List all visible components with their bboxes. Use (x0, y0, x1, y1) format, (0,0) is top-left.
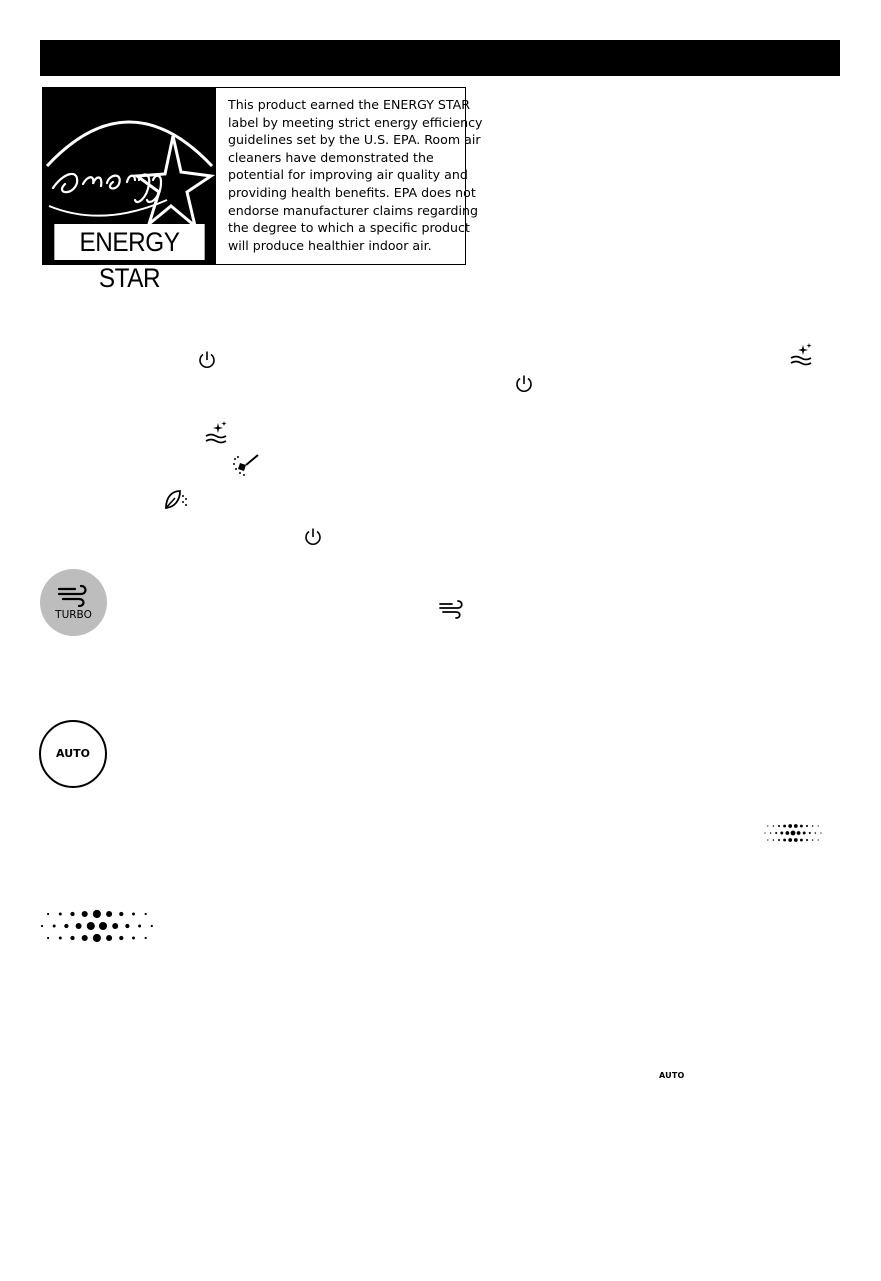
dot (786, 831, 790, 835)
dot (780, 832, 783, 835)
dot (70, 936, 74, 940)
dot (76, 923, 82, 929)
leaf-icon (163, 488, 189, 512)
dot (794, 824, 798, 828)
dot (119, 936, 123, 940)
dot (106, 911, 112, 917)
wind-icon (57, 583, 91, 607)
dot (145, 937, 147, 939)
dot (783, 839, 786, 842)
turbo-label: TURBO (55, 609, 92, 621)
description-line: the degree to which a specific product (228, 220, 470, 236)
dot (87, 922, 95, 930)
dot (818, 825, 819, 826)
dot (99, 922, 107, 930)
dot (93, 934, 101, 942)
description-line: cleaners have demonstrated the (228, 149, 434, 165)
dot (767, 839, 768, 840)
dot (151, 925, 153, 927)
dot (59, 937, 62, 940)
sparkle-wave-icon (204, 421, 230, 445)
dot (803, 832, 806, 835)
energy-star-wordmark: ENERGY STAR (54, 224, 204, 260)
dot (818, 839, 819, 840)
dot (778, 825, 780, 827)
dot (815, 832, 817, 834)
energy-star-logo (43, 88, 216, 293)
dot (820, 832, 821, 833)
dot (797, 831, 801, 835)
auto-button[interactable] (39, 720, 107, 788)
dot (809, 832, 811, 834)
dot (800, 839, 803, 842)
dot (112, 923, 118, 929)
dot (70, 912, 74, 916)
header-bar (40, 40, 840, 76)
dot (106, 935, 112, 941)
dot (778, 839, 780, 841)
description-line: This product earned the ENERGY STAR (228, 97, 470, 112)
energy-star-description (216, 88, 486, 264)
power-icon (514, 374, 534, 394)
power-icon (197, 350, 217, 370)
dot (775, 832, 777, 834)
dot (132, 937, 135, 940)
dot (93, 910, 101, 918)
dot (53, 925, 56, 928)
dot (773, 825, 775, 827)
dot (82, 935, 88, 941)
dot (773, 839, 775, 841)
dot-matrix-icon (38, 908, 160, 944)
dot (812, 825, 814, 827)
dot (764, 832, 765, 833)
dot (145, 913, 147, 915)
dot (138, 925, 141, 928)
description-line: endorse manufacturer claims regarding (228, 202, 478, 218)
dot (794, 838, 798, 842)
description-line: label by meeting strict energy efficiency (228, 114, 483, 130)
description-line: guidelines set by the U.S. EPA. Room air (228, 132, 481, 148)
dot-matrix-icon (762, 822, 826, 844)
energy-star-notice (42, 87, 483, 293)
sparkle-wave-icon (789, 343, 815, 367)
dot (119, 912, 123, 916)
dot (125, 924, 129, 928)
dot (788, 824, 792, 828)
inline-auto-text: AUTO (659, 1071, 685, 1080)
description-line: providing health benefits. EPA does not (228, 184, 476, 200)
dot (64, 924, 68, 928)
dot (770, 832, 772, 834)
turbo-button[interactable] (40, 569, 107, 636)
auto-label: AUTO (56, 747, 90, 760)
dot (47, 937, 49, 939)
description-line: potential for improving air quality and (228, 167, 468, 183)
dot (41, 925, 43, 927)
power-icon (303, 527, 323, 547)
description-line: will produce healthier indoor air. (228, 237, 432, 253)
dot (806, 825, 808, 827)
dot (82, 911, 88, 917)
dot (800, 825, 803, 828)
dot (59, 913, 62, 916)
dot (767, 825, 768, 826)
dot (791, 831, 796, 836)
dot (47, 913, 49, 915)
dot (788, 838, 792, 842)
spray-brush-icon (232, 453, 260, 477)
dot (812, 839, 814, 841)
wind-icon (438, 599, 466, 619)
dot (783, 825, 786, 828)
dot (806, 839, 808, 841)
dot (132, 913, 135, 916)
